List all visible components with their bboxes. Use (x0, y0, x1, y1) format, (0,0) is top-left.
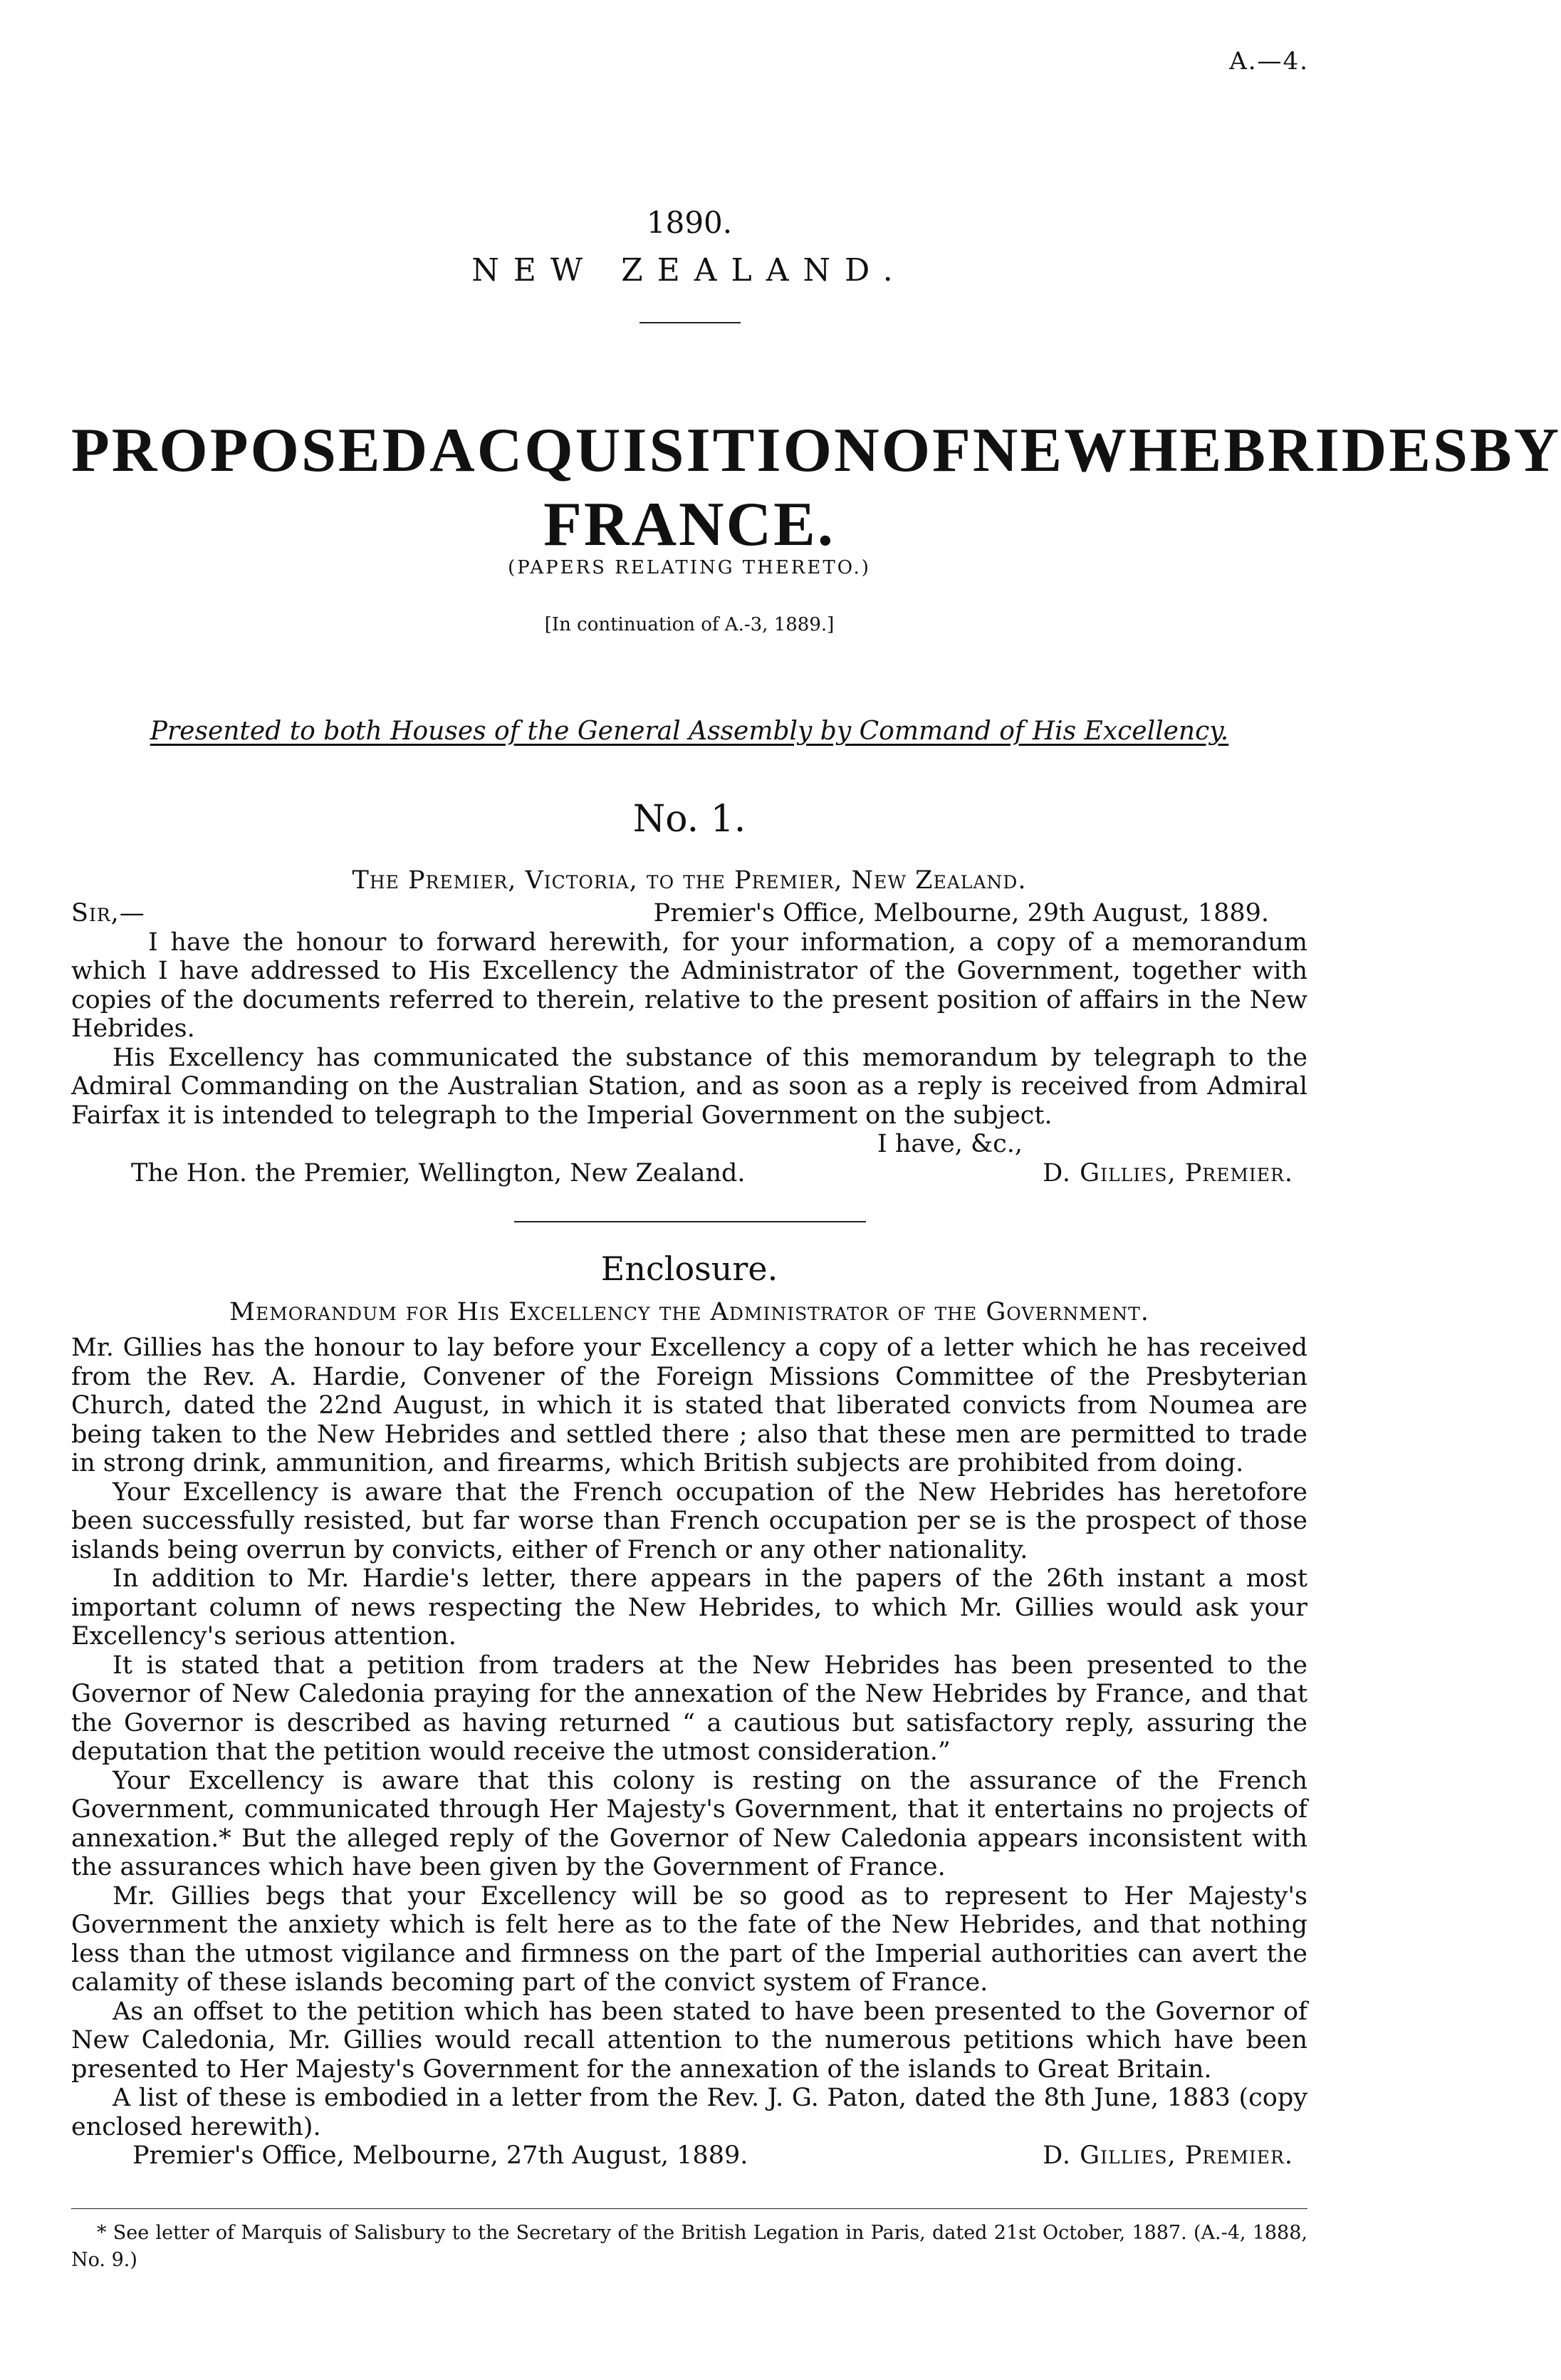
title-word: NEW (972, 416, 1129, 485)
document-title-line-2: FRANCE. (543, 490, 835, 559)
closing: I have, &c., (877, 1130, 1023, 1158)
signature: D. Gillies, Premier. (1043, 1158, 1293, 1188)
paragraph: I have the honour to forward herewith, for your information, a copy of a memorandum which I have addressed to His Excellency the Administrator of the Government, together with copies of the documents referred to therein, relative to the present position of affairs in the New Hebrides. (71, 927, 1307, 1043)
paragraph: As an offset to the petition which has been stated to have been presented to the Governor of New Caledonia, Mr. Gillies would recall attention to the numerous petitions which have been presented to Her Majesty's Government for the annexation of the islands to Great Britain. (71, 1997, 1307, 2084)
letter-from-line: The Premier, Victoria, to the Premier, New Zealand. (352, 866, 1027, 895)
addressee: The Hon. the Premier, Wellington, New Zealand. (131, 1158, 746, 1188)
footnote-rule (71, 2208, 1307, 2209)
salutation: Sir,— (71, 899, 145, 927)
footnote: * See letter of Marquis of Salisbury to the Secretary of the British Legation in Paris, dated 21st October, 1887. (A.-4, 1888, No. 9.) (71, 2222, 1307, 2271)
divider (514, 1221, 866, 1222)
title-word: BY (1469, 416, 1561, 485)
paragraph: Your Excellency is aware that the French occupation of the New Hebrides has heretofore been successfully resisted, but far worse than French occupation per se is the prospect of those islands being overrun by convicts, either of French or any other nationality. (71, 1477, 1307, 1564)
document-title-line-1 (71, 415, 1561, 487)
year: 1890. (646, 205, 733, 240)
letter-body (71, 899, 1307, 1188)
letter-dateline: Premier's Office, Melbourne, 29th August, 1889. (653, 899, 1269, 927)
memo-dateline: Premier's Office, Melbourne, 27th August, 1889. (132, 2141, 748, 2170)
subtitle: (PAPERS RELATING THERETO.) (508, 557, 871, 578)
paragraph: In addition to Mr. Hardie's letter, there appears in the papers of the 26th instant a most important column of news respecting the New Hebrides, to which Mr. Gillies would ask your Excellency's serious attention. (71, 1564, 1307, 1651)
paragraph: Mr. Gillies begs that your Excellency will be so good as to represent to Her Majesty's Government the anxiety which is felt here as to the fate of the New Hebrides, and that nothing less than the utmost vigilance and firmness on the part of the Imperial authorities can avert the calamity of these islands becoming part of the convict system of France. (71, 1881, 1307, 1997)
letter-number: No. 1. (632, 798, 746, 841)
signature: D. Gillies, Premier. (1043, 2141, 1293, 2170)
memorandum-body (71, 1334, 1307, 2171)
paragraph: Mr. Gillies has the honour to lay before your Excellency a copy of a letter which he has received from the Rev. A. Hardie, Convener of the Foreign Missions Committee of the Presbyterian Church, dated the 22nd August, in which it is stated that liberated convicts from Noumea are being taken to the New Hebrides and settled there ; also that these men are permitted to trade in strong drink, ammunition, and firearms, which British subjects are prohibited from doing. (71, 1334, 1307, 1477)
presented-line: Presented to both Houses of the General Assembly by Command of His Excellency. (150, 717, 1229, 746)
title-word: PROPOSED (71, 416, 430, 485)
page-code: A.—4. (1229, 47, 1309, 76)
memo-title: Memorandum for His Excellency the Administrator of the Government. (229, 1298, 1149, 1326)
title-word: ACQUISITION (429, 416, 882, 485)
paragraph: His Excellency has communicated the substance of this memorandum by telegraph to the Admiral Commanding on the Australian Station, and as soon as a reply is received from Admiral Fairfax it is intended to telegraph to the Imperial Government on the subject. (71, 1043, 1307, 1130)
title-word: OF (881, 416, 973, 485)
paragraph: It is stated that a petition from traders at the New Hebrides has been presented to the Governor of New Caledonia praying for the annexation of the New Hebrides by France, and that the Governor is described as having returned “ a cautious but satisfactory reply, assuring the deputation that the petition would receive the utmost consideration.” (71, 1651, 1307, 1766)
continuation-note: [In continuation of A.-3, 1889.] (544, 614, 835, 635)
paragraph: A list of these is embodied in a letter from the Rev. J. G. Paton, dated the 8th June, 1883 (copy enclosed herewith). (71, 2084, 1307, 2141)
paragraph: Your Excellency is aware that this colony is resting on the assurance of the French Government, communicated through Her Majesty's Government, that it entertains no projects of annexation.* But the alleged reply of the Governor of New Caledonia appears inconsistent with the assurances which have been given by the Government of France. (71, 1766, 1307, 1881)
title-word: HEBRIDES (1129, 416, 1470, 485)
divider (639, 322, 741, 323)
enclosure-heading: Enclosure. (600, 1249, 778, 1288)
country-heading: NEW ZEALAND. (471, 252, 907, 289)
